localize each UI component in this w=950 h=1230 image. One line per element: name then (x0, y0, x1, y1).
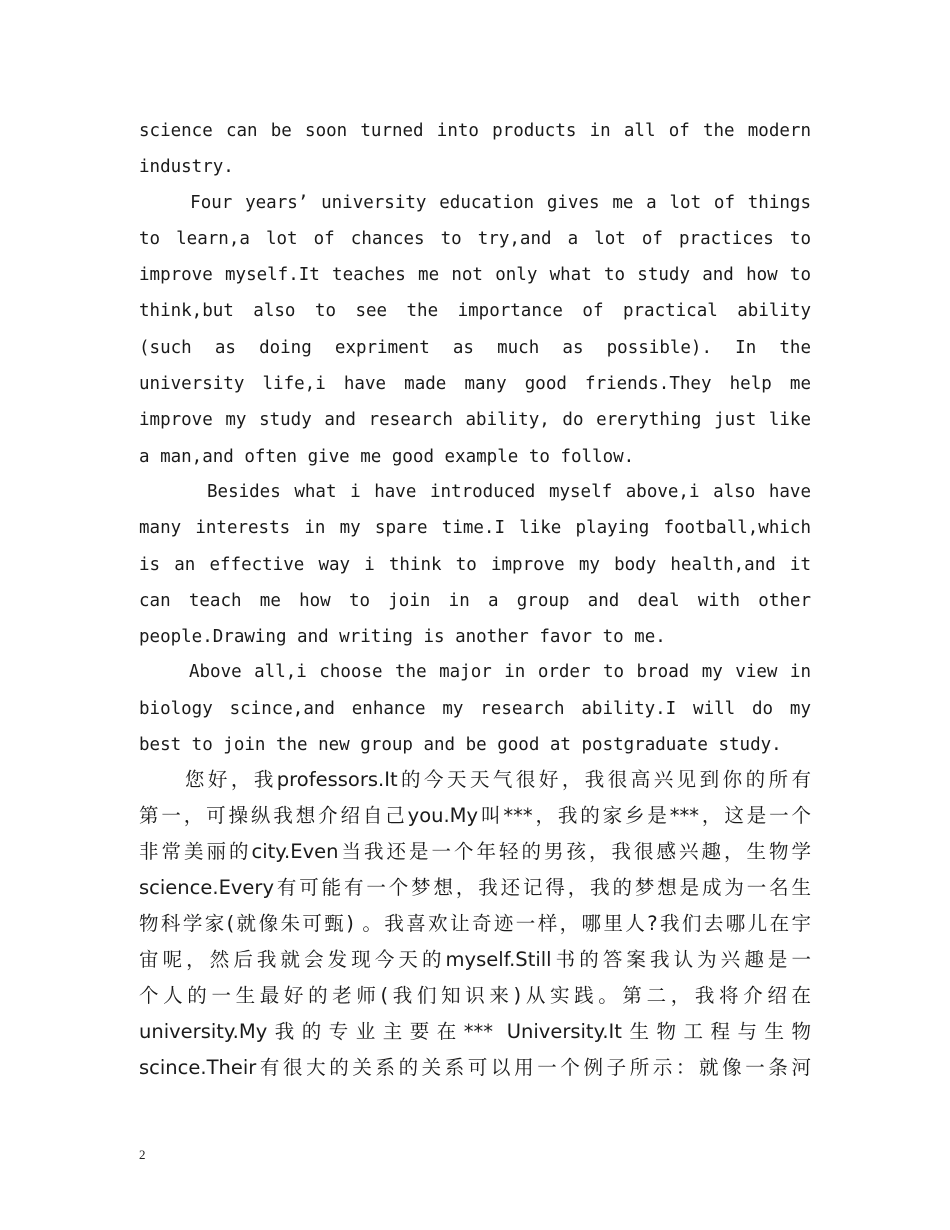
page-number: 2 (139, 1147, 146, 1162)
text-line: 非常美丽的city.Even当我还是一个年轻的男孩，我很感兴趣，生物学 (139, 840, 811, 863)
text-line: 个人的一生最好的老师(我们知识来)从实践。第二，我将介绍在 (139, 984, 811, 1007)
text-line: improve my study and research ability, do ererything just like (139, 410, 811, 430)
text-line: can teach me how to join in a group and deal with other (139, 591, 811, 611)
text-line: many interests in my spare time.I like playing football,which (139, 518, 811, 538)
text-line: 物科学家(就像朱可甄) 。我喜欢让奇迹一样，哪里人?我们去哪儿在宇 (139, 912, 811, 935)
text-line: 第一，可操纵我想介绍自己you.My叫***，我的家乡是***，这是一个 (139, 804, 811, 827)
text-line: industry. (139, 157, 234, 177)
text-line: is an effective way i think to improve my body health,and it (139, 555, 811, 575)
text-line: 您好，我professors.It的今天天气很好，我很高兴见到你的所有 (139, 768, 811, 791)
text-line: science can be soon turned into products in all of the modern (139, 121, 811, 141)
text-line: university life,i have made many good friends.They help me (139, 374, 811, 394)
text-line: university.My我的专业主要在*** University.It生物工程与生物 (139, 1020, 811, 1043)
text-line: to learn,a lot of chances to try,and a lot of practices to (139, 229, 811, 249)
text-line: Four years’ university education gives me a lot of things (139, 193, 811, 213)
text-line: improve myself.It teaches me not only what to study and how to (139, 265, 811, 285)
text-line: a man,and often give me good example to follow. (139, 447, 635, 467)
text-line: (such as doing expriment as much as possible). In the (139, 338, 811, 358)
text-line: scince.Their有很大的关系的关系可以用一个例子所示：就像一条河 (139, 1056, 811, 1079)
text-line: science.Every有可能有一个梦想，我还记得，我的梦想是成为一名生 (139, 876, 811, 899)
text-line: think,but also to see the importance of practical ability (139, 301, 811, 321)
text-line: people.Drawing and writing is another favor to me. (139, 627, 666, 647)
text-line: Besides what i have introduced myself above,i also have (139, 482, 811, 502)
text-line: biology scince,and enhance my research ability.I will do my (139, 699, 811, 719)
text-line: Above all,i choose the major in order to broad my view in (139, 662, 811, 682)
text-line: best to join the new group and be good at postgraduate study. (139, 735, 782, 755)
text-line: 宙呢，然后我就会发现今天的myself.Still书的答案我认为兴趣是一 (139, 948, 811, 971)
